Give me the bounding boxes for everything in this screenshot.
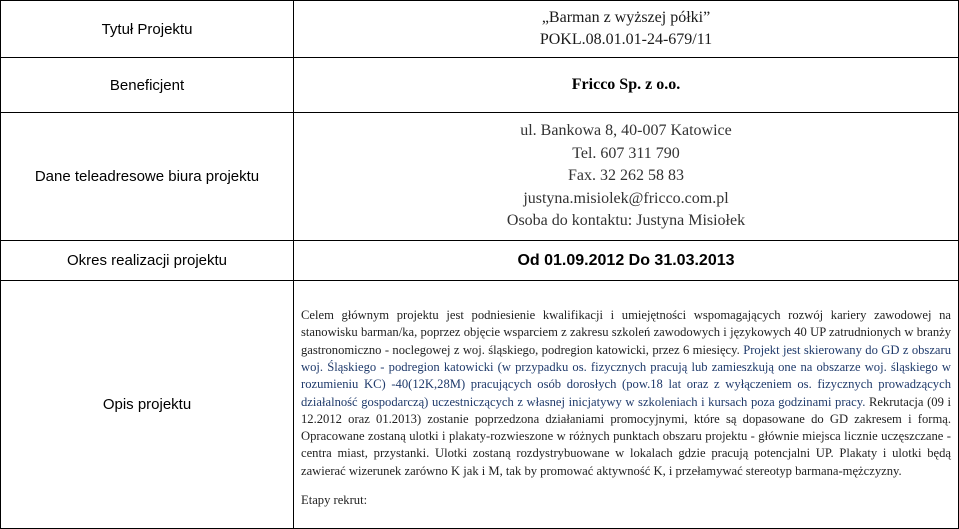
contact-fax: Fax. 32 262 58 83 — [568, 167, 684, 185]
label-period: Okres realizacji projektu — [1, 241, 294, 281]
label-contact: Dane teleadresowe biura projektu — [1, 113, 294, 241]
row-project-title — [1, 1, 959, 58]
value-period: Od 01.09.2012 Do 31.03.2013 — [294, 241, 959, 281]
label-beneficiary: Beneficjent — [1, 58, 294, 113]
label-project-title: Tytuł Projektu — [1, 1, 294, 58]
contact-address: ul. Bankowa 8, 40-007 Katowice — [520, 122, 732, 140]
contact-phone: Tel. 607 311 790 — [572, 144, 680, 162]
description-goal: Celem głównym projektu jest podniesienie kwalifikacji i umiejętności wspomagających rozwój kariery zawodowej na stanowisku barman/ka, poprzez objęcie wsparciem z zakresu szkoleń zawodowych i językowych 40 UP zatrudnionych w branży gastronomiczno - noclegowej z woj. śląskiego, podregion katowicki, przez 6 miesięcy. — [301, 308, 951, 357]
value-contact — [294, 113, 959, 241]
contact-person: Osoba do kontaktu: Justyna Misiołek — [506, 212, 746, 230]
contact-email[interactable]: justyna.misiolek@fricco.com.pl — [523, 189, 729, 207]
value-project-title — [294, 1, 959, 58]
label-description: Opis projektu — [1, 281, 294, 529]
project-code: POKL.08.01.01-24-679/11 — [539, 31, 713, 48]
row-period — [1, 241, 959, 281]
project-name: „Barman z wyższej półki” — [541, 9, 711, 26]
row-beneficiary — [1, 58, 959, 113]
row-description — [1, 281, 959, 529]
value-beneficiary: Fricco Sp. z o.o. — [294, 58, 959, 113]
description-text — [301, 307, 951, 480]
row-contact — [1, 113, 959, 241]
value-description — [294, 281, 959, 529]
description-stages-label: Etapy rekrut: — [301, 492, 368, 507]
description-target-group: Projekt jest skierowany do GD z obszaru woj. Śląskiego - podregion katowicki (w przypadku os. fizycznych pracują lub zamieszkują one na obszarze woj. śląskiego w rozumieniu KC) -40(12K,28M) pracujących osób dorosłych (pow.18 lat oraz z wyłączeniem os. fizycznych prowadzących działalność gospodarczą) uczestniczących z własnej inicjatywy w szkoleniach i kursach poza godzinami pracy. — [301, 342, 952, 409]
description-recruitment: Rekrutacja (09 i 12.2012 oraz 01.2013) zostanie poprzedzona działaniami promocyjnymi, które są dopasowane do GD zakresem i formą. Opracowane zostaną ulotki i plakaty-rozwieszone w różnych punktach obszaru projektu - głównie miejsca licznie uczęszczane - centra miast, przystanki. Ulotki zostaną rozdystrybuowane w lokalach gdzie pracują potencjalni UP. Plakaty i ulotki będą zawierać wizerunek zarówno K jak i M, tak by promować aktywność K, i przełamywać stereotyp barmana-mężczyzny. — [301, 394, 951, 478]
